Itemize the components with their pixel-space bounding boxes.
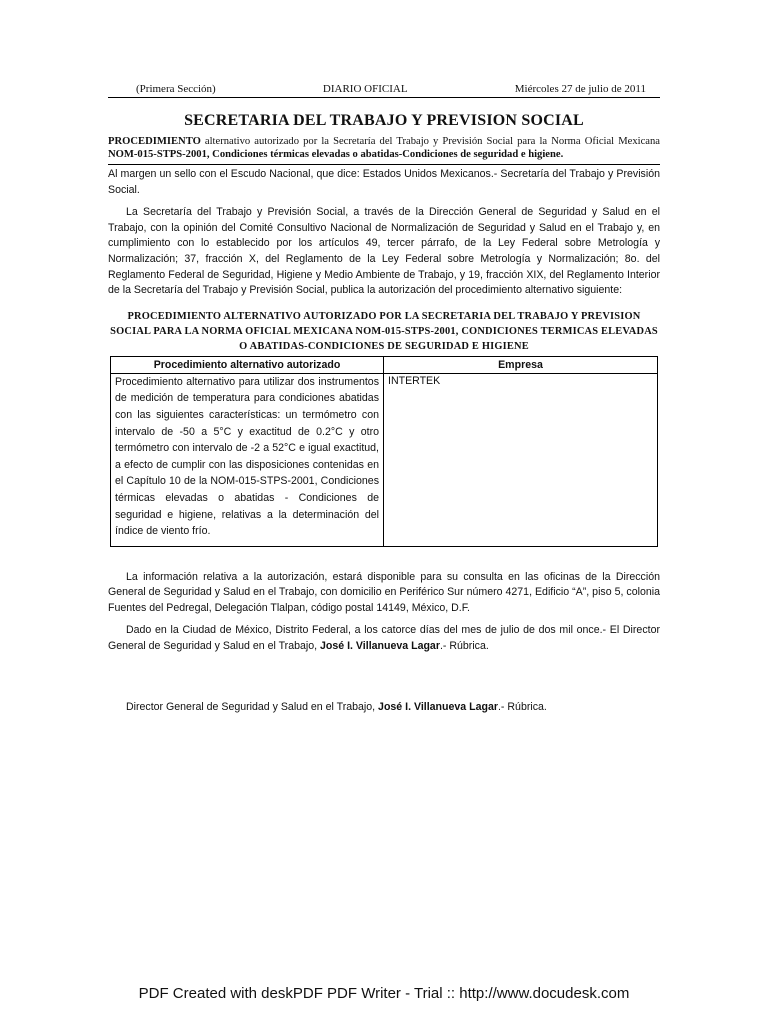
procedure-table	[110, 356, 658, 547]
given-text: Dado en la Ciudad de México, Distrito Federal, a los catorce días del mes de julio de dos mil once.- El Director General de Seguridad y Salud en el Trabajo,	[108, 624, 660, 653]
signature-name: José I. Villanueva Lagar	[378, 700, 498, 713]
section-label: (Primera Sección)	[136, 83, 216, 95]
given-paragraph	[108, 623, 660, 654]
ministry-title: SECRETARIA DEL TRABAJO Y PREVISION SOCIAL	[184, 112, 584, 129]
summary-lead: PROCEDIMIENTO	[108, 136, 201, 147]
table-row	[111, 373, 658, 546]
signature-line	[108, 700, 660, 716]
procedure-heading: PROCEDIMIENTO ALTERNATIVO AUTORIZADO POR LA SECRETARIA DEL TRABAJO Y PREVISION SOCIAL PARA LA NORMA OFICIAL MEXICANA NOM-015-STPS-2001, CONDICIONES TERMICAS ELEVADAS O ABATIDAS-CONDICIONES DE SEGURIDAD E HIGIENE	[110, 310, 658, 352]
column-header-procedure: Procedimiento alternativo autorizado	[111, 356, 384, 373]
header-rule	[108, 97, 660, 98]
given-suffix: .- Rúbrica.	[439, 640, 489, 653]
running-header	[108, 82, 660, 97]
procedure-cell: Procedimiento alternativo para utilizar dos instrumentos de medición de temperatura para condiciones abatidas con las siguientes características: un termómetro con intervalo de -50 a 5°C y exactitud de 0.2°C y otro termómetro con intervalo de -2 a 52°C e igual exactitud, a efecto de cumplir con las disposiciones contenidas en el Capítulo 10 de la NOM-015-STPS-2001, Condiciones térmicas elevadas o abatidas - Condiciones de seguridad e higiene, relativas a la determinación del índice de viento frío.	[111, 373, 384, 546]
signature-suffix: .- Rúbrica.	[497, 700, 547, 713]
table-header-row	[111, 356, 658, 373]
issue-date: Miércoles 27 de julio de 2011	[514, 83, 646, 95]
pdf-creator-footer: PDF Created with deskPDF PDF Writer - Trial :: http://www.docudesk.com	[138, 985, 630, 1002]
document-summary	[108, 136, 660, 165]
summary-norm: NOM-015-STPS-2001, Condiciones térmicas elevadas o abatidas-Condiciones de seguridad e higiene.	[108, 148, 564, 160]
company-cell: INTERTEK	[384, 373, 658, 546]
availability-paragraph: La información relativa a la autorización, estará disponible para su consulta en las oficinas de la Dirección General de Seguridad y Salud en el Trabajo, con domicilio en Periférico Sur número 4271, Edificio “A”, piso 5, colonia Fuentes del Pedregal, Delegación Tlalpan, código postal 14149, México, D.F.	[108, 570, 660, 614]
seal-paragraph: Al margen un sello con el Escudo Nacional, que dice: Estados Unidos Mexicanos.- Secretaría del Trabajo y Previsión Social.	[108, 168, 660, 196]
signature-text: Director General de Seguridad y Salud en el Trabajo,	[126, 700, 379, 713]
document-page	[108, 82, 660, 715]
column-header-company: Empresa	[384, 356, 658, 373]
director-name: José I. Villanueva Lagar	[320, 640, 440, 653]
summary-text: alternativo autorizado por la Secretaría del Trabajo y Previsión Social para la Norma Oficial Mexicana	[200, 136, 660, 147]
intro-paragraph: La Secretaría del Trabajo y Previsión Social, a través de la Dirección General de Seguridad y Salud en el Trabajo, con la opinión del Comité Consultivo Nacional de Normalización de Seguridad y Salud en el Trabajo y, en cumplimiento con lo establecido por los artículos 49, tercer párrafo, de la Ley Federal sobre Metrología y Normalización; 37, fracción X, del Reglamento de la Ley Federal sobre Metrología y Normalización; 8o. del Reglamento Federal de Seguridad, Higiene y Medio Ambiente de Trabajo, y 19, fracción XIX, del Reglamento Interior de la Secretaría del Trabajo y Previsión Social, publica la autorización del procedimiento alternativo siguiente:	[108, 206, 660, 297]
publication-name: DIARIO OFICIAL	[322, 83, 408, 95]
